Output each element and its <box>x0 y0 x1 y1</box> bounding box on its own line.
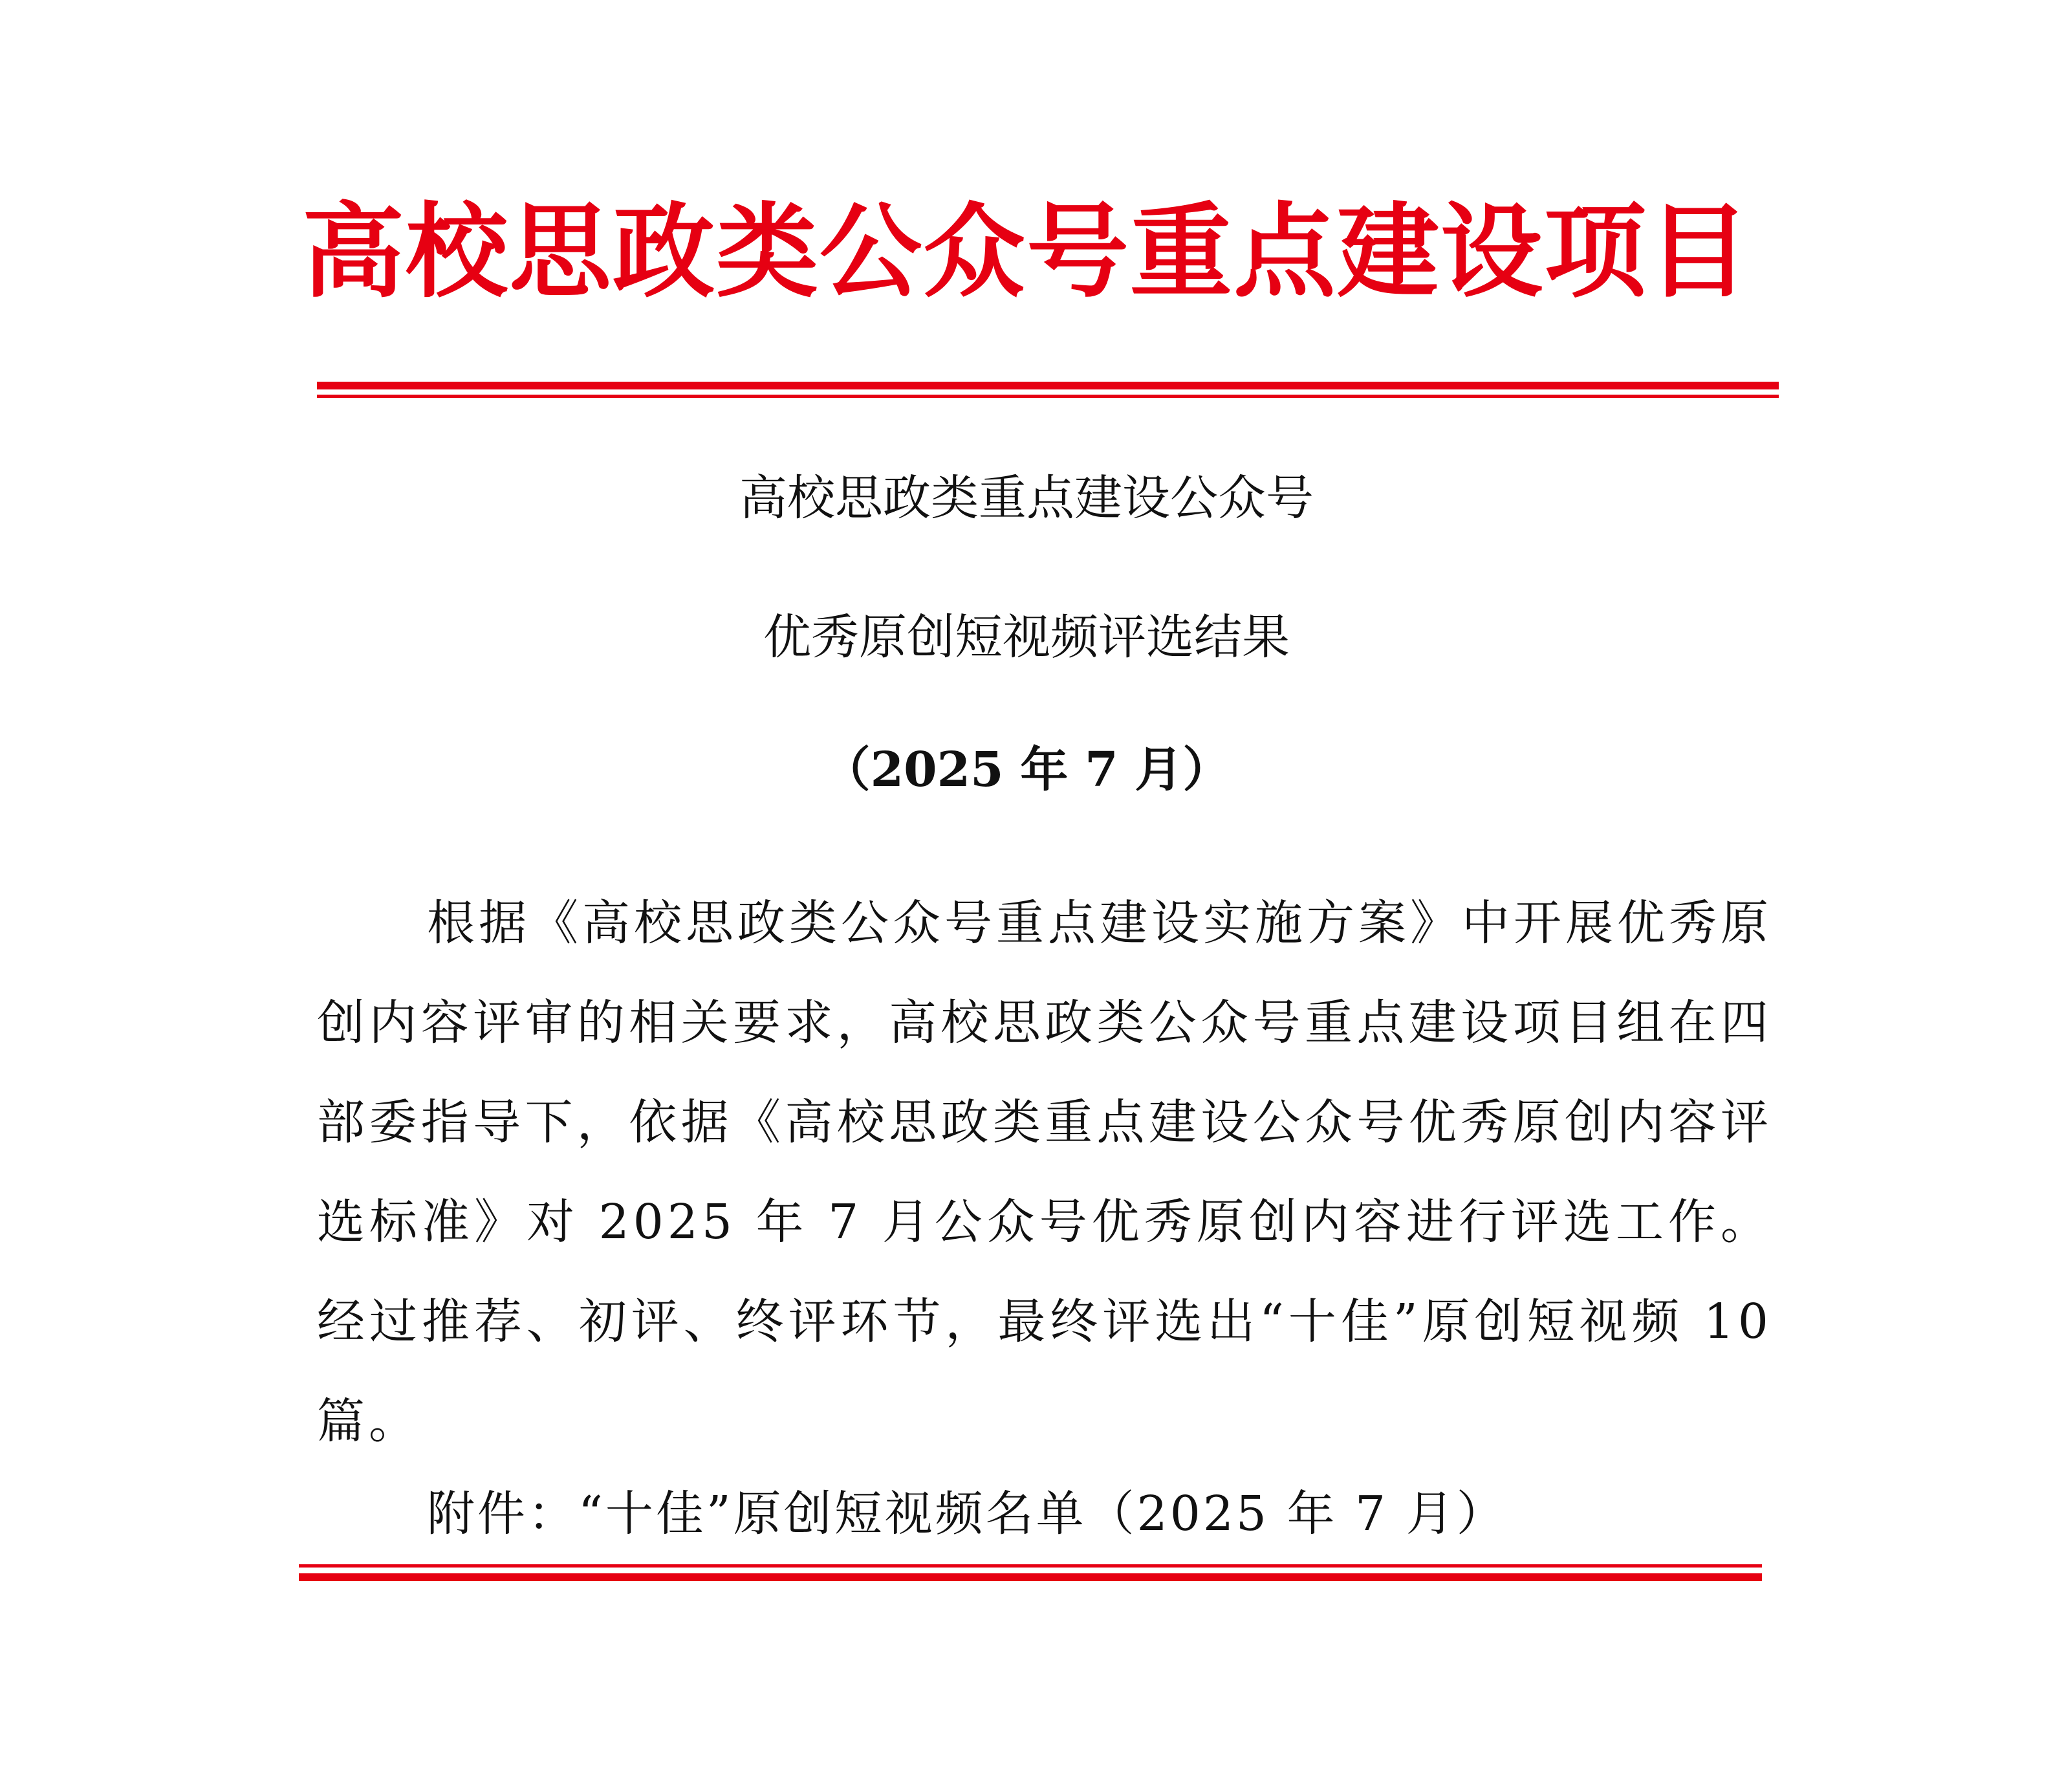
divider-thin-line <box>317 395 1779 398</box>
document-subtitle-line1: 高校思政类重点建设公众号 <box>739 470 1314 526</box>
divider-thin-line <box>299 1564 1762 1568</box>
footer-divider <box>299 1564 1762 1585</box>
document-date-line: （2025 年 7 月） <box>822 742 1231 798</box>
document-subtitle-line2: 优秀原创短视频评选结果 <box>763 609 1290 665</box>
masthead-title: 高校思政类公众号重点建设项目 <box>302 192 1751 312</box>
divider-thick-line <box>317 382 1779 389</box>
divider-thick-line <box>299 1573 1762 1581</box>
document-body-paragraph: 根据《高校思政类公众号重点建设实施方案》中开展优秀原创内容评审的相关要求，高校思政类公众号重点建设项目组在四部委指导下，依据《高校思政类重点建设公众号优秀原创内容评选标准》对 2025 年 7 月公众号优秀原创内容进行评选工作。经过推荐、初评、终评环节，最终评选出“十佳”原创短视频 10 篇。 <box>317 895 1772 1449</box>
masthead-divider-top <box>317 382 1779 401</box>
attachment-line: 附件：“十佳”原创短视频名单（2025 年 7 月） <box>427 1486 1507 1542</box>
